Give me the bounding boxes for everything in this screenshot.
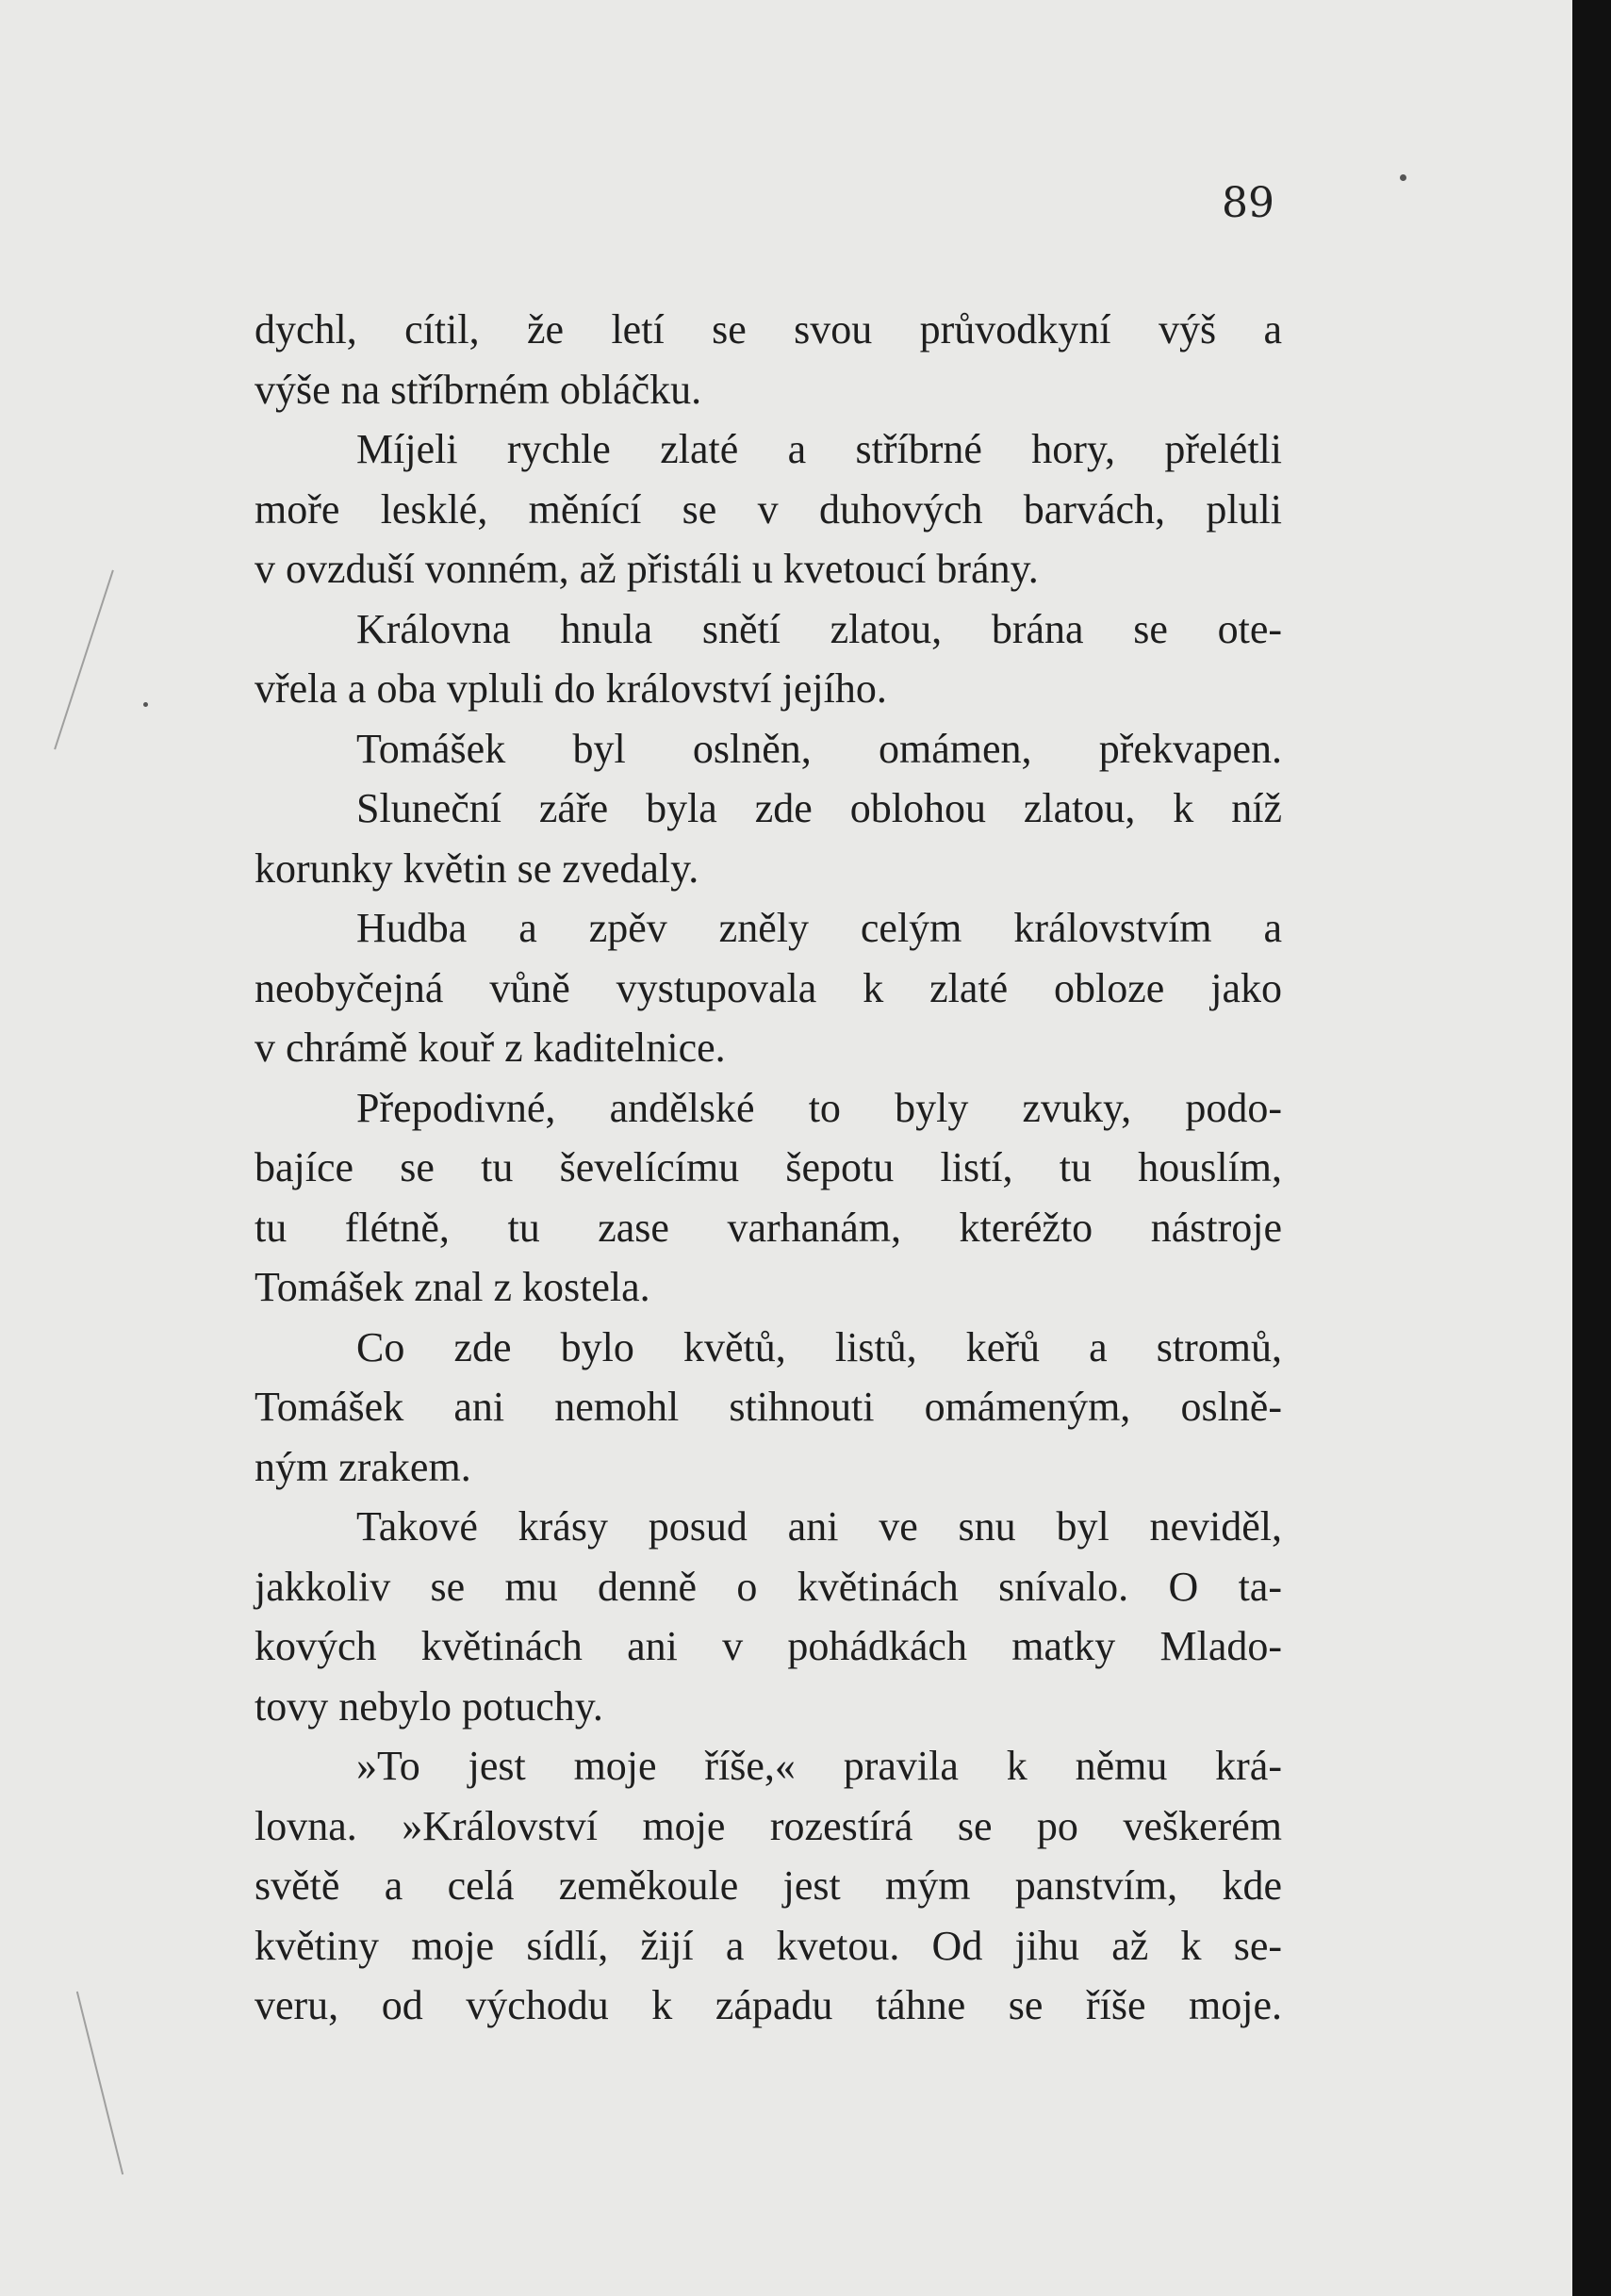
text-line: Tomášek ani nemohl stihnouti omámeným, oslně- <box>255 1384 1282 1430</box>
text-line: korunky květin se zvedaly. <box>255 845 699 892</box>
text-line: moře lesklé, měnící se v duhových barvách, pluli <box>255 485 1282 533</box>
scan-mark <box>1400 174 1406 181</box>
text-line: Takové krásy posud ani ve snu byl neviděl, <box>356 1503 1282 1550</box>
text-line: v ovzduší vonném, až přistáli u kvetoucí brány. <box>255 546 1039 592</box>
text-line: světě a celá zeměkoule jest mým panstvím, kde <box>255 1862 1282 1909</box>
text-line: Sluneční záře byla zde oblohou zlatou, k níž <box>356 785 1282 831</box>
text-line: »To jest moje říše,« pravila k němu krá- <box>356 1743 1282 1789</box>
text-line: bajíce se tu ševelícímu šepotu listí, tu houslím, <box>255 1144 1282 1190</box>
text-line: Královna hnula snětí zlatou, brána se ote- <box>356 605 1282 652</box>
scan-border <box>1572 0 1611 2296</box>
text-line: kových květinách ani v pohádkách matky Mlado- <box>255 1623 1282 1669</box>
text-line: tu flétně, tu zase varhanám, kteréžto nástroje <box>255 1204 1282 1251</box>
text-line: Hudba a zpěv zněly celým královstvím a <box>356 905 1282 951</box>
text-line: neobyčejná vůně vystupovala k zlaté obloze jako <box>255 964 1282 1011</box>
body-text <box>255 300 1282 2036</box>
scan-mark <box>76 1992 123 2175</box>
text-line: Přepodivné, andělské to byly zvuky, podo- <box>356 1084 1282 1131</box>
scan-mark <box>54 570 114 750</box>
text-line: tovy nebylo potuchy. <box>255 1682 603 1730</box>
text-line: veru, od východu k západu táhne se říše moje. <box>255 1982 1282 2028</box>
text-line: ným zrakem. <box>255 1443 471 1490</box>
text-line: Co zde bylo květů, listů, keřů a stromů, <box>356 1323 1282 1370</box>
text-line: lovna. »Království moje rozestírá se po veškerém <box>255 1802 1282 1849</box>
text-line: Míjeli rychle zlaté a stříbrné hory, přelétli <box>356 426 1282 472</box>
scan-mark <box>143 702 148 707</box>
text-line: jakkoliv se mu denně o květinách snívalo. O ta- <box>255 1563 1282 1610</box>
text-line: dychl, cítil, že letí se svou průvodkyní výš a <box>255 306 1282 353</box>
text-line: výše na stříbrném obláčku. <box>255 366 702 413</box>
text-line: květiny moje sídlí, žijí a kvetou. Od jihu až k se- <box>255 1922 1282 1969</box>
text-line: Tomášek byl oslněn, omámen, překvapen. <box>356 725 1282 772</box>
text-line: Tomášek znal z kostela. <box>255 1264 650 1310</box>
text-line: v chrámě kouř z kaditelnice. <box>255 1025 726 1071</box>
page-number: 89 <box>1222 179 1274 227</box>
text-line: vřela a oba vpluli do království jejího. <box>255 665 887 712</box>
